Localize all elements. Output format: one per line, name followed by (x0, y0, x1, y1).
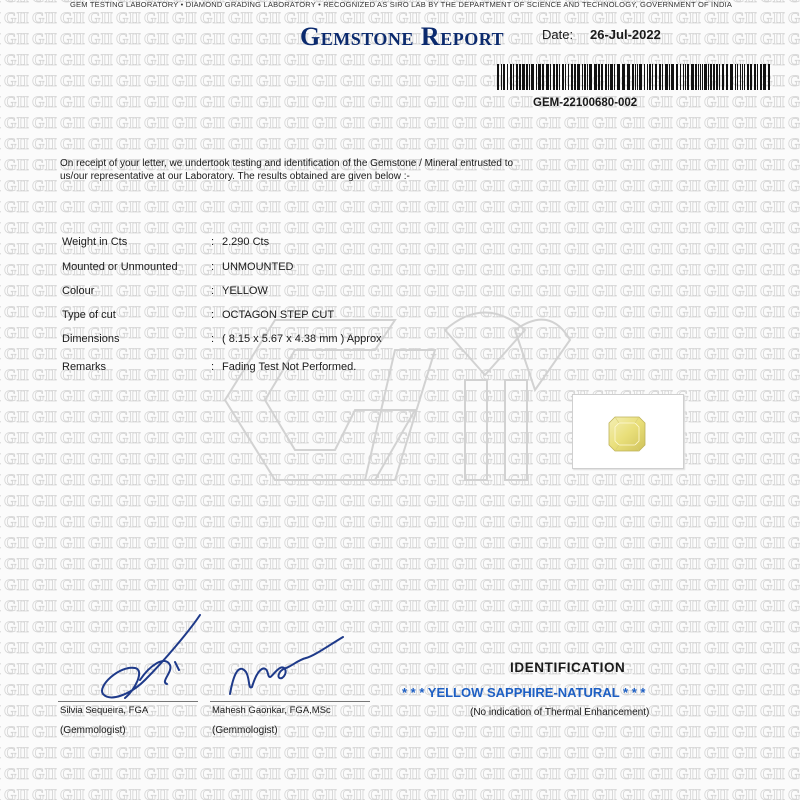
barcode-bar (550, 64, 551, 90)
detail-value: OCTAGON STEP CUT (222, 309, 335, 321)
barcode-bar (754, 64, 756, 90)
detail-label: Mounted or Unmounted (62, 261, 178, 273)
barcode-bar (582, 64, 583, 90)
detail-value: YELLOW (222, 285, 268, 297)
barcode-bar (740, 64, 741, 90)
barcode-bar (562, 64, 564, 90)
detail-label: Weight in Cts (62, 236, 128, 248)
signature-silvia-sequeira (95, 610, 215, 705)
barcode-bar (737, 64, 738, 90)
barcode-bar (671, 64, 674, 90)
barcode-bar (571, 64, 573, 90)
barcode-bar (683, 64, 684, 90)
barcode-bar (556, 64, 558, 90)
barcode-bar (652, 64, 653, 90)
barcode-bar (542, 64, 544, 90)
barcode-bar (513, 64, 514, 90)
barcode-bar (536, 64, 537, 90)
barcode-bar (601, 64, 603, 90)
detail-separator: : (211, 309, 215, 321)
detail-value: Fading Test Not Performed. (222, 361, 357, 373)
barcode-bar (757, 64, 758, 90)
barcode-bar (529, 64, 530, 90)
barcode-bar (538, 64, 541, 90)
detail-separator: : (211, 333, 215, 345)
barcode-bar (610, 64, 613, 90)
barcode-bar (577, 64, 580, 90)
barcode-bar (507, 64, 508, 90)
detail-label: Dimensions (62, 333, 120, 345)
barcode-bar (644, 64, 645, 90)
lab-accreditation-line: GEM TESTING LABORATORY • DIAMOND GRADING LABORATORY • RECOGNIZED AS SIRO LAB BY THE DEPARTMENT OF SCIENCE AND TECHNOLOGY, GOVERNMENT OF INDIA (70, 0, 733, 9)
barcode-bar (614, 64, 615, 90)
barcode-bar (608, 64, 609, 90)
barcode-bar (695, 64, 697, 90)
barcode-bar (735, 64, 736, 90)
barcode-bar (503, 64, 505, 90)
barcode-bar (691, 64, 694, 90)
barcode-bar (700, 64, 701, 90)
barcode-bar (710, 64, 712, 90)
detail-separator: : (211, 361, 215, 373)
barcode-bar (669, 64, 670, 90)
report-title: Gemstone Report (300, 22, 505, 51)
barcode (497, 64, 772, 90)
barcode-bar (622, 64, 625, 90)
gemstone-image (573, 395, 683, 468)
barcode-bar (639, 64, 642, 90)
barcode-bar (687, 64, 689, 90)
report-date: 26-Jul-2022 (590, 27, 661, 42)
detail-value: ( 8.15 x 5.67 x 4.38 mm ) Approx (222, 333, 382, 345)
barcode-bar (522, 64, 525, 90)
barcode-bar (589, 64, 592, 90)
signature-mahesh-gaonkar (218, 632, 348, 707)
barcode-bar (742, 64, 743, 90)
barcode-bar (559, 64, 560, 90)
barcode-bar (605, 64, 607, 90)
barcode-bar (637, 64, 638, 90)
detail-label: Type of cut (62, 309, 116, 321)
barcode-bar (497, 64, 499, 90)
barcode-bar (565, 64, 566, 90)
barcode-bar (584, 64, 586, 90)
barcode-bar (510, 64, 512, 90)
barcode-bar (702, 64, 703, 90)
barcode-bar (568, 64, 569, 90)
barcode-bar (750, 64, 752, 90)
barcode-bar (726, 64, 728, 90)
barcode-bar (553, 64, 555, 90)
barcode-bar (662, 64, 663, 90)
barcode-bar (730, 64, 733, 90)
barcode-bar (698, 64, 699, 90)
barcode-bar (526, 64, 528, 90)
barcode-bar (760, 64, 762, 90)
detail-label: Colour (62, 285, 95, 297)
barcode-bar (627, 64, 630, 90)
barcode-bar (501, 64, 502, 90)
barcode-bar (676, 64, 678, 90)
intro-paragraph: On receipt of your letter, we undertook testing and identification of the Gemstone / Mineral entrusted to us/our representative at our Laboratory. The results obtained are given below :- (60, 158, 514, 182)
barcode-bar (763, 64, 766, 90)
barcode-bar (719, 64, 720, 90)
barcode-bar (704, 64, 707, 90)
barcode-bar (649, 64, 651, 90)
barcode-bar (598, 64, 600, 90)
barcode-bar (546, 64, 549, 90)
barcode-bar (744, 64, 745, 90)
identification-result: * * * YELLOW SAPPHIRE-NATURAL * * * (402, 685, 646, 700)
barcode-bar (647, 64, 648, 90)
barcode-bar (516, 64, 518, 90)
barcode-bar (659, 64, 661, 90)
gii-logo-watermark (215, 300, 575, 500)
barcode-bar (768, 64, 770, 90)
barcode-bar (708, 64, 709, 90)
barcode-bar (574, 64, 576, 90)
barcode-bar (722, 64, 724, 90)
signatory-name: Mahesh Gaonkar, FGA,MSc (212, 705, 331, 716)
detail-separator: : (211, 261, 215, 273)
detail-separator: : (211, 236, 215, 248)
signatory-role: (Gemmologist) (60, 725, 126, 736)
barcode-bar (531, 64, 534, 90)
signatory-name: Silvia Sequeira, FGA (60, 705, 149, 716)
barcode-bar (680, 64, 681, 90)
barcode-bar (713, 64, 715, 90)
detail-label: Remarks (62, 361, 107, 373)
report-number: GEM-22100680-002 (533, 97, 638, 109)
barcode-bar (665, 64, 668, 90)
identification-note: (No indication of Thermal Enhancement) (470, 707, 650, 718)
signatory-role: (Gemmologist) (212, 725, 278, 736)
detail-separator: : (211, 285, 215, 297)
barcode-bar (747, 64, 749, 90)
barcode-bar (716, 64, 718, 90)
identification-heading: IDENTIFICATION (510, 660, 626, 675)
barcode-bar (635, 64, 636, 90)
date-label: Date: (542, 27, 574, 42)
barcode-bar (594, 64, 597, 90)
barcode-bar (519, 64, 521, 90)
barcode-bar (685, 64, 686, 90)
detail-value: UNMOUNTED (222, 261, 294, 273)
gemstone-photo (572, 394, 684, 469)
barcode-bar (587, 64, 588, 90)
barcode-bar (617, 64, 620, 90)
barcode-bar (655, 64, 657, 90)
barcode-bar (632, 64, 634, 90)
detail-value: 2.290 Cts (222, 236, 270, 248)
